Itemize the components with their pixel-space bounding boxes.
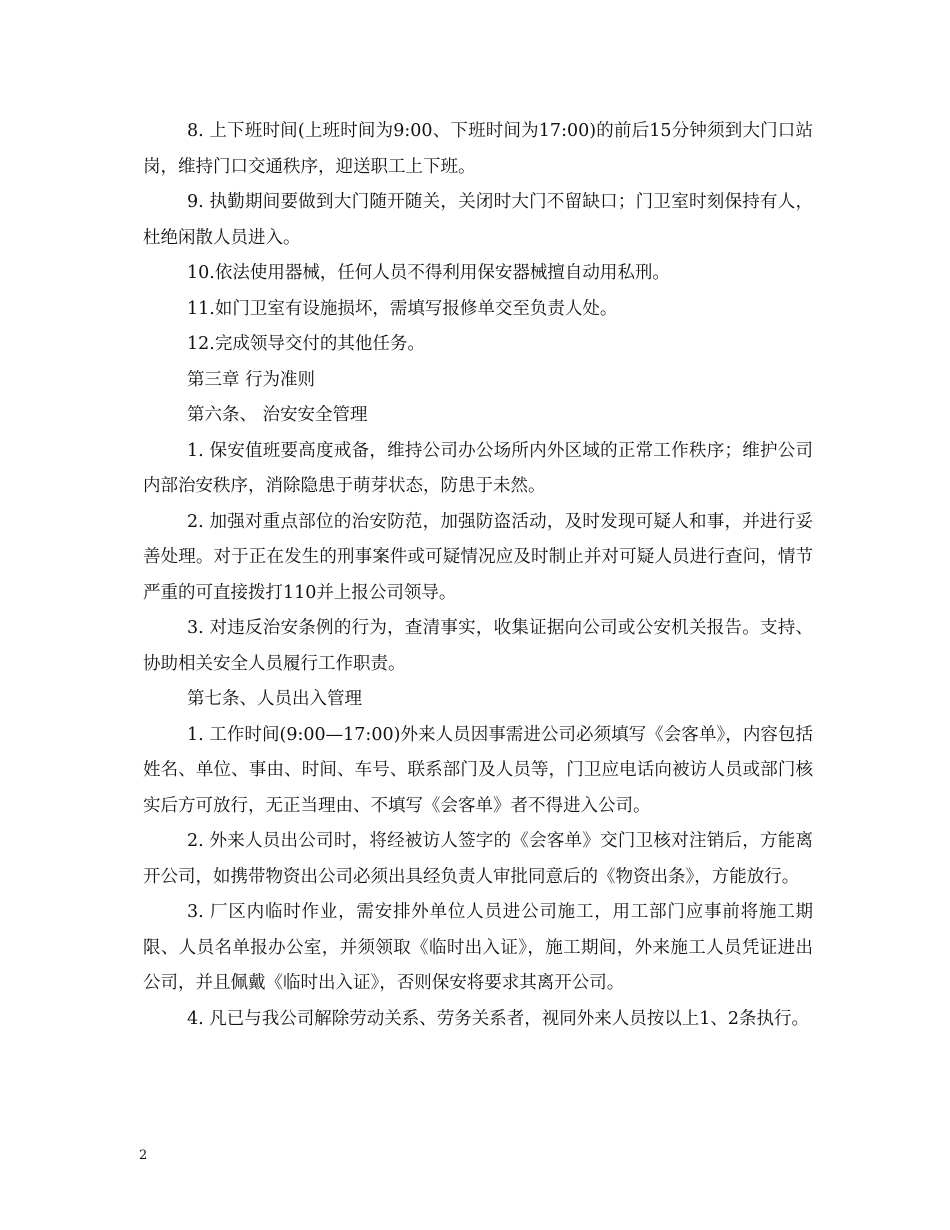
access-item-1: 1. 工作时间(9:00—17:00)外来人员因事需进公司必须填写《会客单》，内容包括姓名、单位、事由、时间、车号、联系部门及人员等，门卫应电话向被访人员或部门核实后方可放行，无正当理由、不填写《会客单》者不得进入公司。 [143, 724, 813, 816]
page-number: 2 [139, 1148, 148, 1163]
document-body [143, 114, 813, 1037]
security-item-1: 1. 保安值班要高度戒备，维持公司办公场所内外区域的正常工作秩序；维护公司内部治安秩序，消除隐患于萌芽状态，防患于未然。 [143, 440, 813, 496]
article-heading-7: 第七条、人员出入管理 [187, 689, 362, 709]
access-item-2: 2. 外来人员出公司时，将经被访人签字的《会客单》交门卫核对注销后，方能离开公司，如携带物资出公司必须出具经负责人审批同意后的《物资出条》，方能放行。 [143, 831, 813, 887]
chapter-heading: 第三章 行为准则 [187, 369, 316, 390]
paragraph-item-9: 9. 执勤期间要做到大门随开随关，关闭时大门不留缺口；门卫室时刻保持有人，杜绝闲散人员进入。 [143, 192, 813, 248]
security-item-3: 3. 对违反治安条例的行为，查清事实，收集证据向公司或公安机关报告。支持、协助相关安全人员履行工作职责。 [143, 618, 813, 674]
paragraph-item-10: 10.依法使用器械，任何人员不得利用保安器械擅自动用私刑。 [187, 263, 670, 283]
paragraph-item-12: 12.完成领导交付的其他任务。 [187, 334, 425, 354]
access-item-3: 3. 厂区内临时作业，需安排外单位人员进公司施工，用工部门应事前将施工期限、人员名单报办公室，并须领取《临时出入证》，施工期间，外来施工人员凭证进出公司，并且佩戴《临时出入证》，否则保安将要求其离开公司。 [143, 902, 813, 993]
security-item-2: 2. 加强对重点部位的治安防范，加强防盗活动，及时发现可疑人和事，并进行妥善处理。对于正在发生的刑事案件或可疑情况应及时制止并对可疑人员进行查问，情节严重的可直接拨打110并上报公司领导。 [143, 511, 813, 603]
paragraph-item-8: 8. 上下班时间(上班时间为9:00、下班时间为17:00)的前后15分钟须到大门口站岗，维持门口交通秩序，迎送职工上下班。 [143, 121, 813, 177]
article-heading-6: 第六条、 治安安全管理 [187, 405, 368, 425]
paragraph-item-11: 11.如门卫室有设施损坏，需填写报修单交至负责人处。 [187, 298, 618, 319]
access-item-4: 4. 凡已与我公司解除劳动关系、劳务关系者，视同外来人员按以上1、2条执行。 [187, 1008, 810, 1029]
